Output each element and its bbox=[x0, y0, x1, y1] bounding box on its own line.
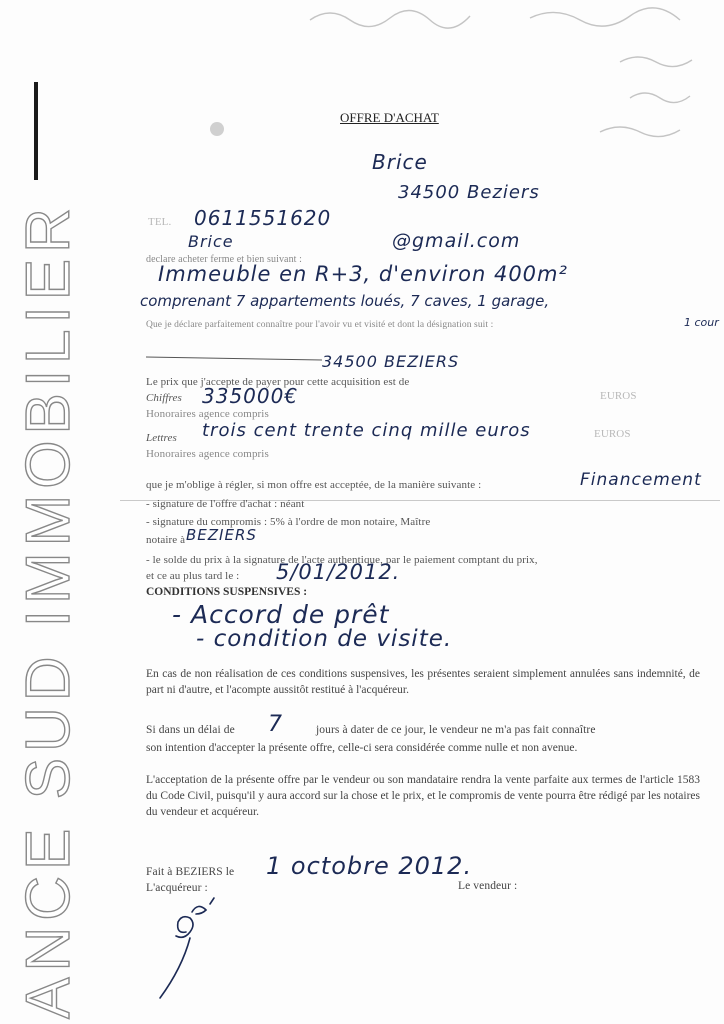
honoraires-label-2: Honoraires agence compris bbox=[146, 448, 269, 460]
buyer-phone: 0611551620 bbox=[194, 206, 332, 230]
financement: Financement bbox=[580, 470, 702, 490]
notaire-city: BEZIERS bbox=[186, 526, 257, 544]
known-label: Que je déclare parfaitement connaître pour l'avoir vu et visité et dont la désignation suit : bbox=[146, 320, 494, 330]
price-label: Le prix que j'accepte de payer pour cette acquisition est de bbox=[146, 376, 410, 388]
page-title: OFFRE D'ACHAT bbox=[340, 110, 439, 125]
euros-label-1: EUROS bbox=[600, 390, 637, 402]
vertical-black-bar bbox=[34, 82, 38, 180]
buyer-address: 34500 Beziers bbox=[398, 182, 540, 203]
deadline-date: 5/01/2012. bbox=[276, 560, 401, 584]
fait-label: Fait à BEZIERS le bbox=[146, 866, 235, 878]
acquereur-label: L'acquéreur : bbox=[146, 882, 208, 894]
property-line-3: 1 cour bbox=[684, 316, 719, 329]
delai-suffix: jours à dater de ce jour, le vendeur ne m'a pas fait connaître bbox=[316, 724, 596, 736]
property-underline bbox=[146, 356, 322, 360]
signature-offre: - signature de l'offre d'achat : néant bbox=[146, 498, 305, 510]
price-figures: 335000€ bbox=[202, 384, 299, 408]
solde-label: - le solde du prix à la signature de l'acte authentique, par le paiement comptant du prix, bbox=[146, 554, 538, 566]
lettres-label: Lettres bbox=[146, 432, 177, 444]
signature-compromis: - signature du compromis : 5% à l'ordre de mon notaire, Maître bbox=[146, 516, 431, 528]
vendeur-label: Le vendeur : bbox=[458, 880, 518, 892]
bleed-through-scribbles bbox=[300, 0, 724, 150]
oblige-label: que je m'oblige à régler, si mon offre est acceptée, de la manière suivante : bbox=[146, 479, 482, 491]
property-city: 34500 BEZIERS bbox=[322, 352, 460, 371]
buyer-signature bbox=[150, 892, 270, 1002]
buyer-name: Brice bbox=[372, 150, 428, 174]
delai-prefix: Si dans un délai de bbox=[146, 724, 235, 736]
conditions-title: CONDITIONS SUSPENSIVES : bbox=[146, 586, 308, 598]
paragraph-delai: son intention d'accepter la présente offre, celle-ci sera considérée comme nulle et non avenue. bbox=[146, 742, 578, 754]
agency-logo-vertical bbox=[8, 201, 88, 1019]
paragraph-acceptation: L'acceptation de la présente offre par le vendeur ou son mandataire rendra la vente parfaite aux termes de l'article 1583 du Code Civil, puisqu'il y aura accord sur la chose et le prix, et le compromis de vente pourra être rédigé par les notaires du vendeur et acquéreur. bbox=[146, 774, 700, 818]
chiffres-label: Chiffres bbox=[146, 392, 182, 404]
declare-label: declare acheter ferme et bien suivant : bbox=[146, 254, 303, 265]
paragraph-non-realisation: En cas de non réalisation de ces conditions suspensives, les présentes seraient simplement annulées sans indemnité, de part ni d'autre, et l'acompte aussitôt restitué à l'acquéreur. bbox=[146, 668, 700, 696]
buyer-email-domain: @gmail.com bbox=[392, 230, 521, 252]
plus-tard-label: et ce au plus tard le : bbox=[146, 570, 240, 582]
notaire-label: notaire à bbox=[146, 534, 186, 546]
buyer-email-name: Brice bbox=[188, 232, 234, 251]
euros-label-2: EUROS bbox=[594, 428, 631, 440]
agency-logo-text: ANCE SUD IMMOBILIER bbox=[13, 201, 83, 1019]
condition-1: - Accord de prêt bbox=[172, 600, 390, 629]
fait-date: 1 octobre 2012. bbox=[266, 852, 473, 880]
delai-days: 7 bbox=[268, 712, 283, 737]
tel-label: TEL. bbox=[148, 216, 172, 228]
property-line-1: Immeuble en R+3, d'environ 400m² bbox=[158, 262, 568, 286]
property-line-2: comprenant 7 appartements loués, 7 caves, 1 garage, bbox=[140, 292, 550, 310]
condition-2: - condition de visite. bbox=[196, 626, 453, 652]
honoraires-label-1: Honoraires agence compris bbox=[146, 408, 269, 420]
stamp-mark bbox=[210, 122, 224, 136]
price-words: trois cent trente cinq mille euros bbox=[202, 420, 531, 441]
